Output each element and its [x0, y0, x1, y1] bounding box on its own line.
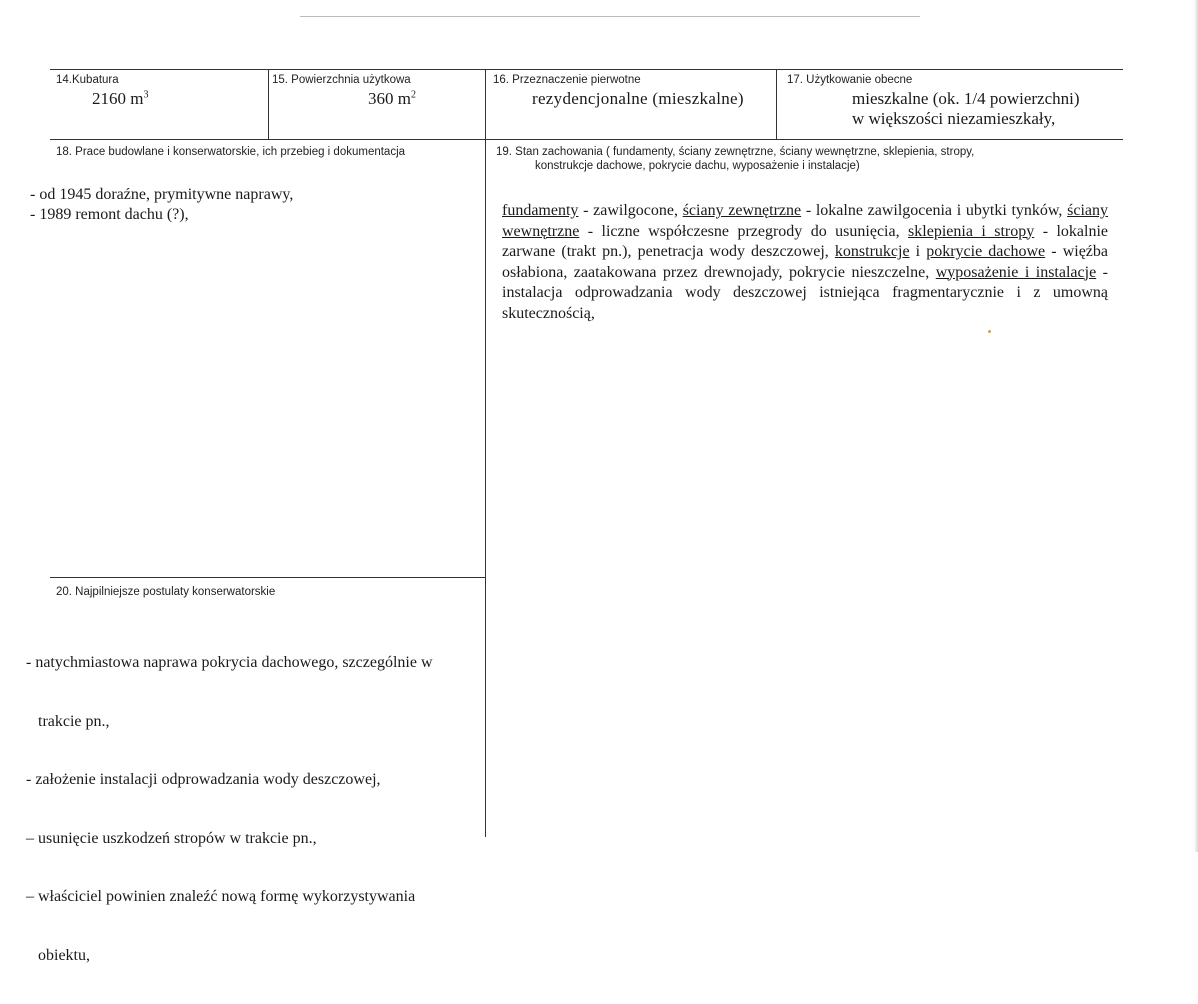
uzytkowanie-label: 17. Użytkowanie obecne [787, 74, 913, 86]
list-item: trakcie pn., [26, 712, 110, 730]
stan-label-line1: 19. Stan zachowania ( fundamenty, ściany zewnętrzne, ściany wewnętrzne, sklepienia, stropy, [496, 146, 975, 158]
uzytkowanie-value-line1: mieszkalne (ok. 1/4 powierzchni) [852, 89, 1080, 108]
list-item: – usunięcie uszkodzeń stropów w trakcie pn., [26, 829, 317, 847]
table-top-border [50, 69, 1123, 70]
postulaty-list [26, 614, 433, 1004]
list-item: obiektu, [26, 946, 90, 964]
powierzchnia-label: 15. Powierzchnia użytkowa [272, 74, 411, 86]
przeznaczenie-value: rezydencjonalne (mieszkalne) [532, 89, 744, 108]
postulaty-label: 20. Najpilniejsze postulaty konserwatorskie [56, 586, 276, 598]
scan-edge-shadow [1194, 0, 1198, 852]
list-item: – właściciel powinien znaleźć nową formę wykorzystywania [26, 888, 416, 905]
scan-artifact-line [300, 16, 920, 17]
list-item: - 1989 remont dachu (?), [30, 205, 189, 223]
kubatura-value: 2160 $m^3$ [92, 89, 149, 108]
divider-16-17 [776, 69, 777, 139]
powierzchnia-value: 360 $m^2$ [368, 89, 416, 108]
stan-description: fundamenty - zawilgocone, ściany zewnętrzne - lokalne zawilgocenia i ubytki tynków, ściany wewnętrzne - liczne współczesne przegrody do usunięcia, sklepienia i stropy - lokalnie zarwane (trakt pn.), penetracja wody deszczowej, konstrukcje i pokrycie dachowe - więźba osłabiona, zaatakowana przez drewnojady, pokrycie nieszczelne, wyposażenie i instalacje - instalacja odprowadzania wody deszczowej istniejąca fragmentarycznie i z umowną skutecznością, [502, 202, 1109, 322]
scan-speck [988, 330, 991, 333]
list-item: - założenie instalacji odprowadzania wody deszczowej, [26, 771, 381, 788]
divider-14-15 [268, 69, 269, 139]
przeznaczenie-label: 16. Przeznaczenie pierwotne [493, 74, 641, 86]
main-column-divider [485, 69, 486, 837]
stan-label-line2: konstrukcje dachowe, pokrycie dachu, wyposażenie i instalacje) [535, 160, 860, 172]
prace-list [30, 185, 293, 224]
list-item: - od 1945 doraźne, prymitywne naprawy, [30, 186, 294, 203]
section-20-top-border [50, 577, 485, 578]
uzytkowanie-value-line2: w większości niezamieszkały, [852, 109, 1056, 128]
prace-label: 18. Prace budowlane i konserwatorskie, ich przebieg i dokumentacja [56, 146, 406, 158]
list-item: - natychmiastowa naprawa pokrycia dachowego, szczególnie w [26, 654, 433, 671]
row1-bottom-border [50, 139, 1123, 140]
kubatura-label: 14.Kubatura [56, 74, 119, 86]
